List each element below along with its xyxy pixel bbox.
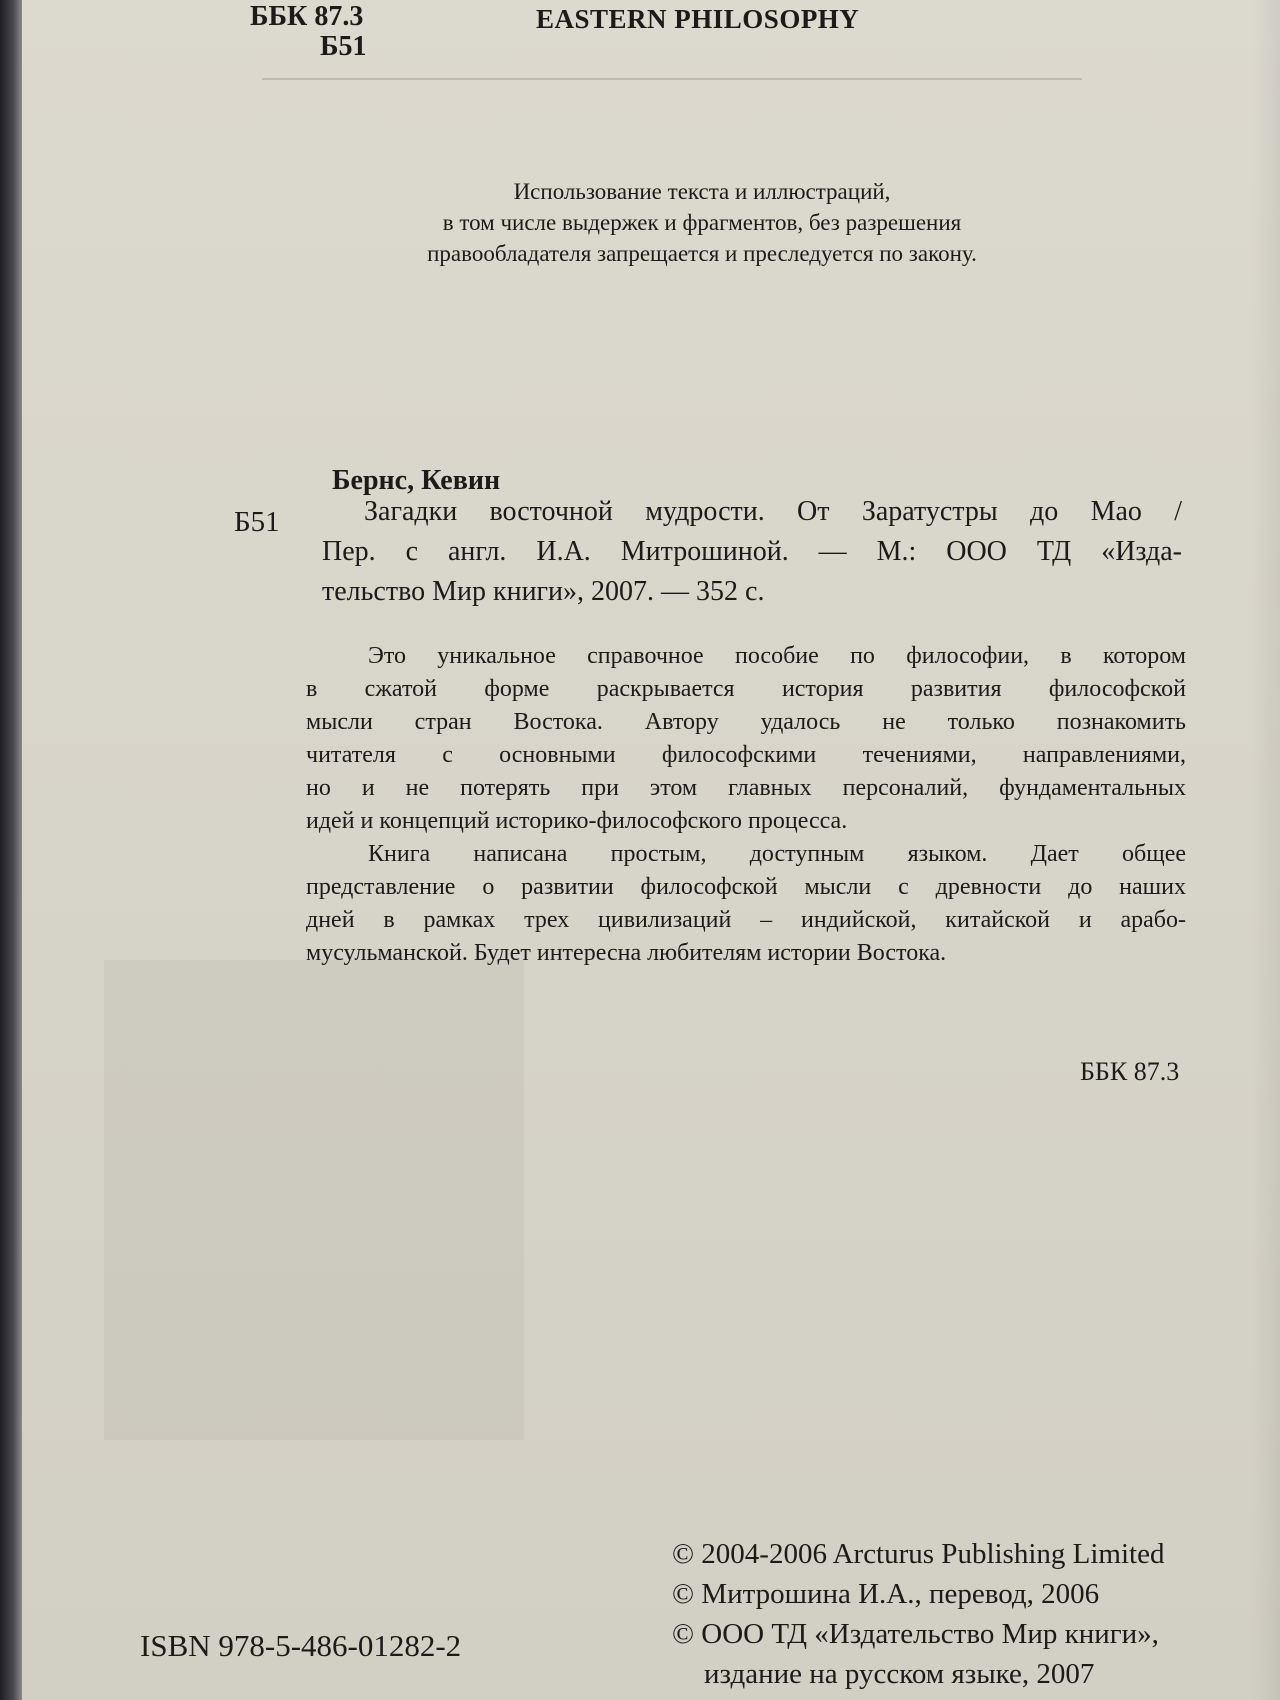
- notice-line: Использование текста и иллюстраций,: [513, 179, 891, 204]
- annotation-line: мысли стран Востока. Автору удалось не только познакомить: [306, 709, 1186, 735]
- annotation-line: но и не потерять при этом главных персоналий, фундаментальных: [306, 775, 1186, 801]
- annotation-line: мусульманской. Будет интересна любителям истории Востока.: [306, 940, 947, 966]
- annotation-line: читателя с основными философскими течениями, направлениями,: [306, 742, 1186, 768]
- book-annotation: [306, 640, 1186, 970]
- copyright-notice: [322, 176, 1082, 269]
- series-title: EASTERN PHILOSOPHY: [536, 4, 860, 34]
- bibliography-cipher: Б51: [234, 506, 280, 538]
- annotation-line: Книга написана простым, доступным языком. Дает общее: [368, 841, 1186, 867]
- annotation-line: Это уникальное справочное пособие по философии, в котором: [368, 643, 1186, 669]
- copyright-line: © Митрошина И.А., перевод, 2006: [672, 1578, 1100, 1610]
- biblio-line: Пер. с англ. И.А. Митрошиной. — М.: ООО ТД «Изда-: [322, 536, 1182, 567]
- copyright-line: © ООО ТД «Издательство Мир книги»,: [672, 1618, 1159, 1650]
- bbk-classification: ББК 87.3: [1080, 1057, 1180, 1086]
- copyright-line: издание на русском языке, 2007: [704, 1658, 1095, 1690]
- annotation-line: идей и концепций историко-философского процесса.: [306, 808, 848, 834]
- book-page: [22, 0, 1280, 1700]
- bbk-header: [250, 2, 367, 62]
- notice-line: правообладателя запрещается и преследуется по закону.: [427, 241, 977, 266]
- book-edge-background: [0, 0, 22, 1700]
- isbn-number: ISBN 978-5-486-01282-2: [140, 1628, 462, 1663]
- biblio-line: Загадки восточной мудрости. От Заратустры до Мао /: [364, 496, 1182, 527]
- biblio-line: тельство Мир книги», 2007. — 352 с.: [322, 576, 765, 607]
- annotation-line: представление о развитии философской мысли с древности до наших: [306, 874, 1186, 900]
- bibliographic-description: [322, 492, 1182, 612]
- book-author: Бернс, Кевин: [332, 465, 501, 496]
- bbk-code: ББК 87.3: [250, 1, 364, 32]
- copyright-line: © 2004-2006 Arcturus Publishing Limited: [672, 1538, 1165, 1570]
- header-divider: [262, 78, 1082, 80]
- notice-line: в том числе выдержек и фрагментов, без разрешения: [442, 210, 962, 235]
- annotation-line: в сжатой форме раскрывается история развития философской: [306, 676, 1186, 702]
- annotation-line: дней в рамках трех цивилизаций – индийской, китайской и арабо-: [306, 907, 1186, 933]
- author-cipher: Б51: [320, 31, 367, 62]
- copyright-block: [672, 1534, 1164, 1694]
